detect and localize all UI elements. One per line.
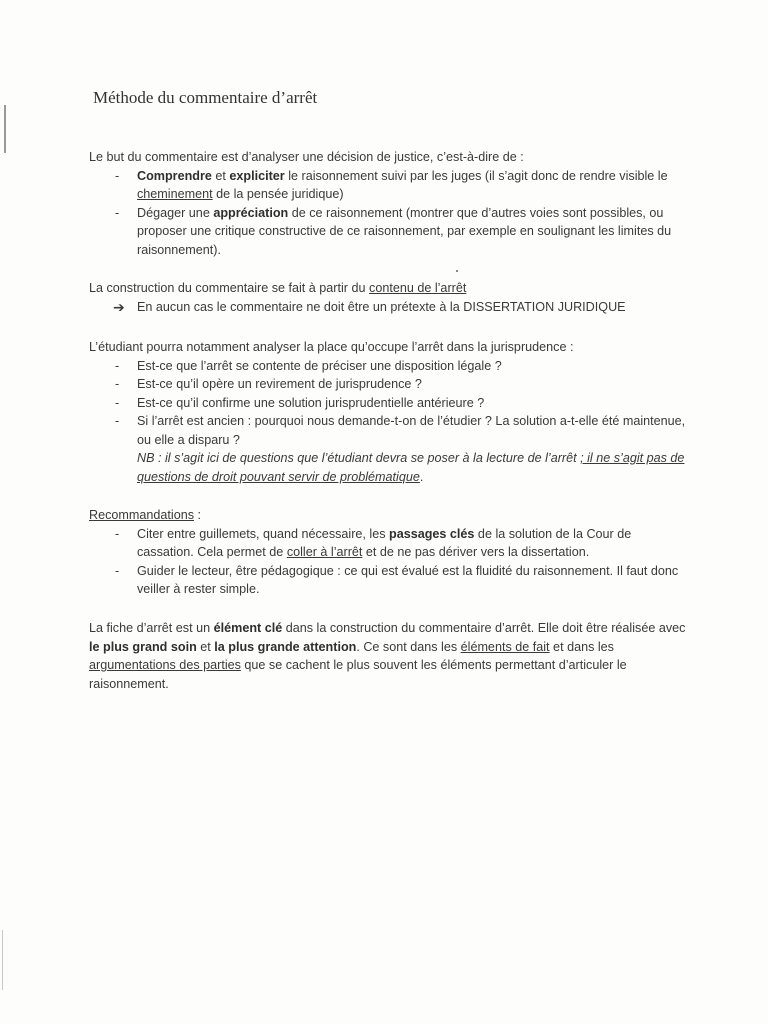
arrow-item	[89, 298, 689, 317]
fiche-section	[89, 619, 689, 693]
list-item	[89, 394, 689, 413]
bullet-dash: -	[115, 205, 120, 220]
text: de ce raisonnement (montrer que d’autres voies sont possibles, ou proposer une critique constructive de ce raisonnement, par exemple en soulignant les limites du raisonnement).	[137, 205, 672, 257]
bullet-dash: -	[115, 563, 120, 578]
text: . Ce sont dans les	[356, 639, 461, 654]
underlined-text: argumentations des parties	[89, 658, 241, 672]
construction-section	[89, 279, 689, 316]
list-item	[89, 375, 689, 394]
text: de la pensée juridique)	[212, 187, 344, 201]
list-item	[89, 562, 689, 599]
text: dans la construction du commentaire d’arrêt. Elle doit être réalisée avec	[282, 621, 686, 635]
intro-item-text	[89, 167, 689, 204]
analyse-item-text: Si l’arrêt est ancien : pourquoi nous demande-t-on de l’étudier ? La solution a-t-elle été maintenue, ou elle a disparu ?	[137, 414, 686, 447]
text: :	[194, 508, 201, 522]
underlined-text: coller à l’arrêt	[286, 545, 363, 559]
intro-lead: Le but du commentaire est d’analyser une décision de justice, c’est-à-dire de :	[89, 150, 524, 164]
list-item	[89, 167, 689, 204]
analyse-section	[89, 338, 689, 486]
recommandation-text: Guider le lecteur, être pédagogique : ce qui est évalué est la fluidité du raisonnement. Il faut donc veiller à rester simple.	[137, 563, 679, 596]
bold-text: passages clés	[389, 526, 475, 541]
underlined-text: cheminement	[137, 187, 213, 201]
scan-speck	[456, 270, 458, 272]
underlined-text: Recommandations	[89, 508, 194, 522]
scan-edge-mark	[2, 930, 3, 990]
list-item	[89, 204, 689, 260]
list-item	[89, 357, 689, 376]
text: La construction du commentaire se fait à partir du	[89, 281, 370, 295]
text: le raisonnement suivi par les juges (il s’agit donc de rendre visible le	[284, 168, 668, 183]
text: de la solution de la Cour de cassation. Cela permet de	[137, 526, 632, 559]
list-item	[89, 412, 689, 449]
scan-edge-mark	[4, 105, 6, 153]
bold-text: la plus grande attention	[214, 639, 357, 654]
construction-lead	[89, 279, 689, 298]
bold-text: élément clé	[213, 621, 283, 635]
intro-item-text	[89, 204, 689, 260]
underlined-text: ; il ne s’agit pas de questions de droit pouvant servir de problématique	[137, 451, 685, 484]
text: Citer entre guillemets, quand nécessaire, les	[137, 526, 390, 541]
analyse-item-text: Est-ce qu’il confirme une solution jurisprudentielle antérieure ?	[137, 395, 485, 410]
bullet-dash: -	[115, 358, 120, 373]
text: et	[196, 639, 215, 654]
bullet-dash: -	[115, 526, 120, 541]
text: .	[419, 469, 424, 484]
bullet-dash: -	[115, 414, 120, 428]
text: et dans les	[549, 639, 614, 654]
analyse-item-text: Est-ce qu’il opère un revirement de jurisprudence ?	[137, 377, 422, 391]
text: La fiche d’arrêt est un	[89, 621, 214, 635]
text: et de ne pas dériver vers la dissertation.	[362, 545, 590, 559]
text: NB : il s’agit ici de questions que l’étudiant devra se poser à la lecture de l’arrêt	[137, 451, 581, 465]
list-item	[89, 525, 689, 562]
bold-text: le plus grand soin	[89, 639, 197, 654]
fiche-paragraph	[89, 619, 689, 693]
bullet-dash: -	[115, 395, 120, 410]
analyse-lead: L’étudiant pourra notamment analyser la place qu’occupe l’arrêt dans la jurisprudence :	[89, 340, 574, 354]
bold-text: Comprendre	[137, 168, 212, 183]
text: que se cachent le plus souvent les éléments permettant d’articuler le raisonnement.	[89, 658, 627, 691]
text: En aucun cas le commentaire ne doit être un prétexte à la DISSERTATION JURIDIQUE	[137, 299, 626, 314]
recommandations-section	[89, 506, 689, 599]
bold-text: appréciation	[213, 205, 289, 220]
underlined-text: contenu de l’arrêt	[369, 281, 467, 295]
bullet-dash: -	[115, 168, 120, 183]
underlined-text: éléments de fait	[460, 639, 550, 654]
analyse-item-text: Est-ce que l’arrêt se contente de préciser une disposition légale ?	[137, 358, 502, 373]
bullet-dash: -	[115, 377, 120, 391]
text: Dégager une	[137, 205, 214, 220]
text: et	[211, 168, 230, 183]
intro-section	[89, 148, 689, 259]
recommandations-heading	[89, 506, 689, 525]
document-title: Méthode du commentaire d’arrêt	[93, 88, 318, 107]
recommandation-text	[89, 525, 689, 562]
arrow-right-icon: ➔	[113, 298, 125, 315]
nb-note	[89, 449, 689, 486]
bold-text: expliciter	[229, 168, 285, 183]
